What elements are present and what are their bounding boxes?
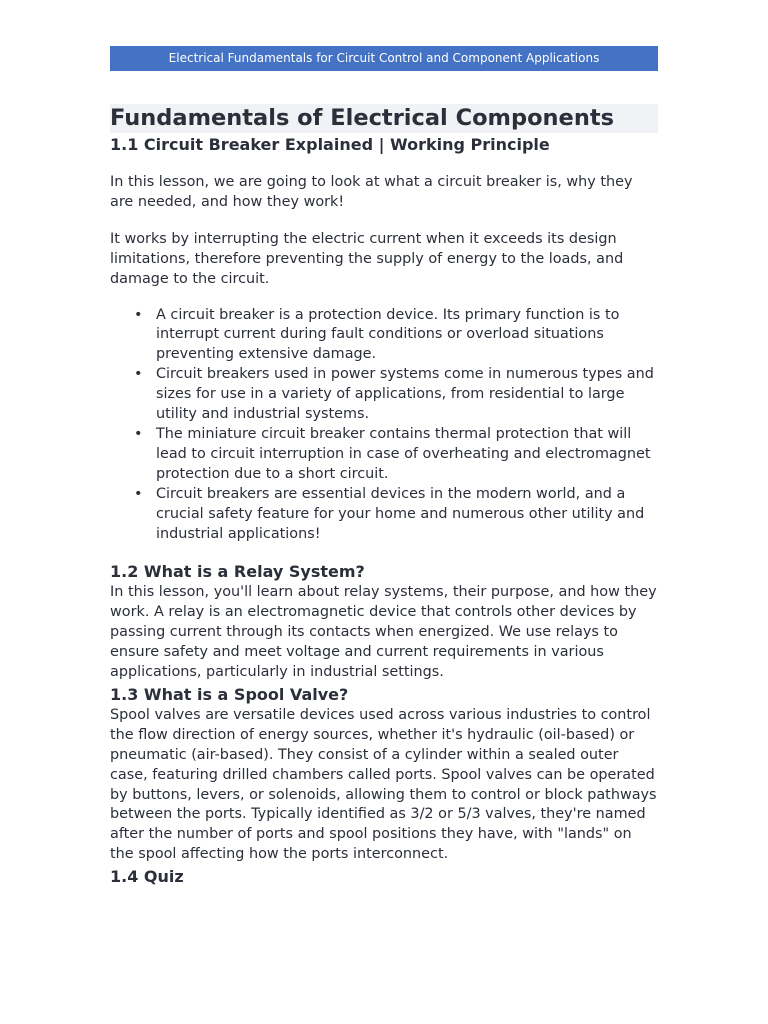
bullet-text: The miniature circuit breaker contains thermal protection that will lead to circuit interruption in case of overheating and electromagnet protection due to a short circuit. [156,425,651,482]
section-circuit-breaker [110,134,658,544]
section-quiz [110,866,658,888]
bullet-text: A circuit breaker is a protection device. Its primary function is to interrupt current during fault conditions or overload situations preventing extensive damage. [156,306,620,363]
bullet-icon: • [134,425,143,442]
bullet-item [134,365,658,425]
bullet-icon: • [134,366,143,383]
bullet-icon: • [134,485,143,502]
section-1-paragraph-1: In this lesson, we are going to look at what a circuit breaker is, why they are needed, and how they work! [110,174,633,210]
header-banner [110,46,658,71]
section-1-paragraph-2: It works by interrupting the electric current when it exceeds its design limitations, therefore preventing the supply of energy to the loads, and damage to the circuit. [110,230,624,287]
bullet-item [134,425,658,485]
document-title: Fundamentals of Electrical Components [110,104,658,133]
section-1-bullet-list [110,306,658,545]
header-banner-text: Electrical Fundamentals for Circuit Control and Component Applications [168,51,600,65]
bullet-item [134,485,658,545]
section-4-heading: 1.4 Quiz [110,867,184,887]
section-3-heading: 1.3 What is a Spool Valve? [110,684,349,704]
section-relay-system [110,561,658,683]
document-page [110,46,658,888]
bullet-text: Circuit breakers are essential devices in the modern world, and a crucial safety feature for your home and numerous other utility and industrial applications! [156,485,645,542]
bullet-text: Circuit breakers used in power systems come in numerous types and sizes for use in a variety of applications, from residential to large utility and industrial systems. [156,366,654,423]
section-2-heading: 1.2 What is a Relay System? [110,562,365,582]
section-3-paragraph: Spool valves are versatile devices used across various industries to control the flow direction of energy sources, whether it's hydraulic (oil-based) or pneumatic (air-based). They consist of a cylinder within a sealed outer case, featuring drilled chambers called ports. Spool valves can be operated by buttons, levers, or solenoids, allowing them to control or block pathways between the ports. Typically identified as 3/2 or 5/3 valves, they're named after the number of ports and spool positions they have, with "lands" on the spool affecting how the ports interconnect. [110,706,657,863]
bullet-item [134,306,658,366]
section-2-paragraph: In this lesson, you'll learn about relay systems, their purpose, and how they work. A relay is an electromagnetic device that controls other devices by passing current through its contacts when energized. We use relays to ensure safety and meet voltage and current requirements in various applications, particularly in industrial settings. [110,584,657,681]
bullet-icon: • [134,306,143,323]
section-spool-valve [110,684,658,865]
section-1-heading: 1.1 Circuit Breaker Explained | Working Principle [110,135,550,154]
